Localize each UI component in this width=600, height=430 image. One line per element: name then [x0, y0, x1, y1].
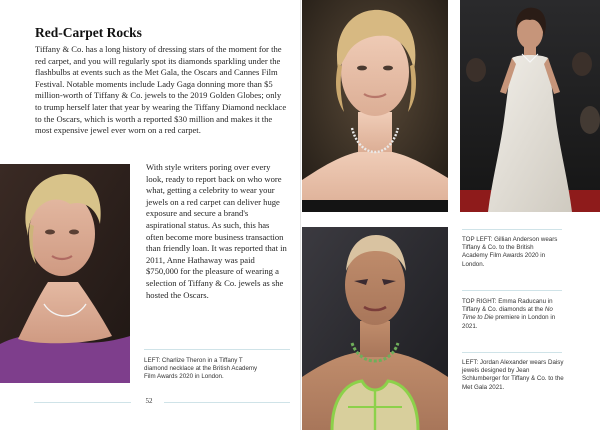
- left-caption-rule: [144, 349, 290, 350]
- raducanu-caption-start: TOP RIGHT: Emma Raducanu in Tiffany & Co. diamonds at the: [462, 298, 553, 314]
- raducanu-photo-illustration: [460, 0, 600, 212]
- footer-rule-right: [164, 402, 290, 403]
- theron-caption: LEFT: Charlize Theron in a Tiffany T diamond necklace at the British Academy Film Awards 2020 in London.: [144, 357, 258, 381]
- page-number: 52: [145, 397, 153, 405]
- anderson-photo: [302, 0, 448, 212]
- anderson-photo-illustration: [302, 0, 448, 212]
- raducanu-caption-film-title: No Time to Die: [462, 306, 553, 322]
- alexander-photo-illustration: [302, 227, 448, 430]
- theron-photo: [0, 164, 130, 383]
- raducanu-caption-end: premiere in London in 2021.: [462, 314, 556, 330]
- caption-rule-top-right: [462, 290, 562, 291]
- alexander-caption: LEFT: Jordan Alexander wears Daisy jewels designed by Jean Schlumberger for Tiffany & Co. to the Met Gala 2021.: [462, 359, 564, 391]
- alexander-photo: [302, 227, 448, 430]
- caption-rule-left: [462, 352, 562, 353]
- anderson-caption: TOP LEFT: Gillian Anderson wears Tiffany & Co. to the British Academy Film Awards 2020 in London.: [462, 236, 558, 268]
- theron-photo-illustration: [0, 164, 130, 383]
- page-title: Red-Carpet Rocks: [35, 25, 142, 40]
- caption-rule-top-left: [462, 229, 562, 230]
- raducanu-caption: [462, 298, 562, 331]
- footer-rule-left: [34, 402, 131, 403]
- raducanu-photo: [460, 0, 600, 212]
- body-paragraph-1: Tiffany & Co. has a long history of dressing stars of the moment for the red carpet, and you will regularly spot its diamonds sparkling under the flashbulbs at events such as the Met Gala, the Oscars and Cannes Film Festival. Notable moments include Lady Gaga donning more than $5 million-worth of Tiffany & Co. jewels to the 2019 Golden Globes; only to trump herself later that year by wearing the Tiffany Diamond necklace to the Oscars, which is worth a reported $30 million and makes it the most expensive jewel ever worn on a red carpet.: [35, 44, 287, 136]
- body-paragraph-2: With style writers poring over every look, ready to report back on who wore what, getting a celebrity to wear your jewels on a red carpet can deliver huge exposure and secure a brand's aspirational status. As such, this has often become more business transaction than friendly loan. It was reported that in 2011, Anne Hathaway was paid $750,000 for the pleasure of wearing a selection of Tiffany & Co. jewels as she hosted the Oscars.: [146, 162, 287, 300]
